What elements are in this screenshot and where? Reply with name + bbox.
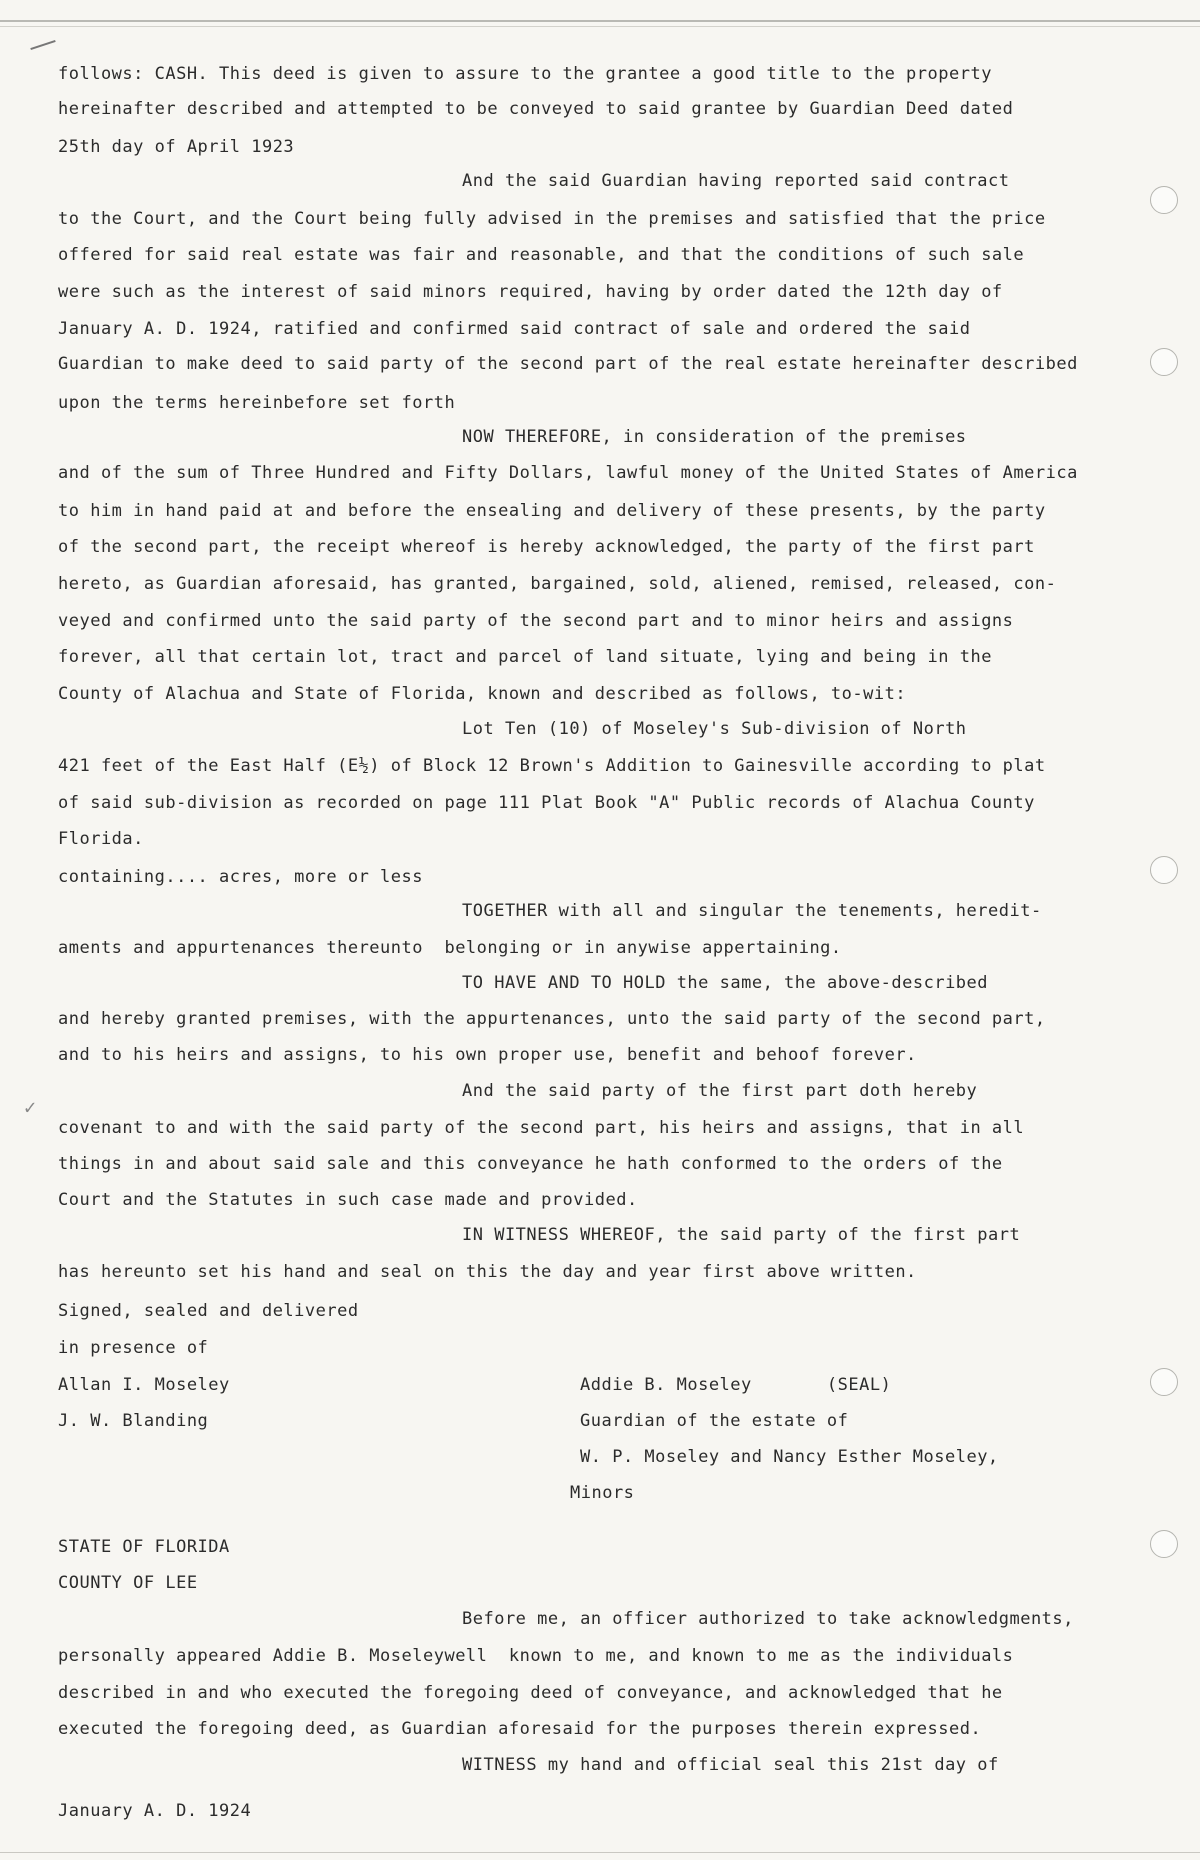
text-line: upon the terms hereinbefore set forth [58,393,456,413]
text-line: WITNESS my hand and official seal this 21st day of [462,1755,999,1775]
text-line: Court and the Statutes in such case made and provided. [58,1190,638,1210]
text-line: Before me, an officer authorized to take acknowledgments, [462,1609,1074,1629]
text-line: executed the foregoing deed, as Guardian aforesaid for the purposes therein expressed. [58,1719,982,1739]
punch-hole [1150,348,1178,376]
text-line: of said sub-division as recorded on page 111 Plat Book "A" Public records of Alachua County [58,793,1035,813]
signatory-name: Addie B. Moseley (SEAL) [580,1375,892,1395]
text-line: aments and appurtenances thereunto belonging or in anywise appertaining. [58,938,842,958]
text-line: January A. D. 1924 [58,1801,252,1821]
text-line: follows: CASH. This deed is given to assure to the grantee a good title to the property [58,64,992,84]
text-line: has hereunto set his hand and seal on this the day and year first above written. [58,1262,917,1282]
text-line: to him in hand paid at and before the ensealing and delivery of these presents, by the party [58,501,1046,521]
text-line: described in and who executed the foregoing deed of conveyance, and acknowledged that he [58,1683,1003,1703]
text-line: veyed and confirmed unto the said party of the second part and to minor heirs and assigns [58,611,1014,631]
witness-name: Allan I. Moseley [58,1375,230,1395]
text-line: TO HAVE AND TO HOLD the same, the above-described [462,973,989,993]
text-line: TOGETHER with all and singular the tenements, heredit- [462,901,1042,921]
text-line: Lot Ten (10) of Moseley's Sub-division of North [462,719,967,739]
text-line: forever, all that certain lot, tract and parcel of land situate, lying and being in the [58,647,992,667]
top-rule [0,20,1200,22]
text-line: and hereby granted premises, with the appurtenances, unto the said party of the second part, [58,1009,1046,1029]
text-line: covenant to and with the said party of the second part, his heirs and assigns, that in all [58,1118,1025,1138]
text-line: Florida. [58,829,144,849]
text-line: in presence of [58,1338,209,1358]
text-line: to the Court, and the Court being fully advised in the premises and satisfied that the price [58,209,1046,229]
text-line: containing.... acres, more or less [58,867,423,887]
text-line: Guardian to make deed to said party of the second part of the real estate hereinafter described [58,354,1078,374]
margin-check-mark: ✓ [24,1095,37,1119]
text-line: Signed, sealed and delivered [58,1301,359,1321]
text-line: of the second part, the receipt whereof is hereby acknowledged, the party of the first part [58,537,1035,557]
venue-state: STATE OF FLORIDA [58,1537,230,1557]
bottom-rule [0,1852,1200,1853]
text-line: 25th day of April 1923 [58,137,295,157]
text-line: offered for said real estate was fair and reasonable, and that the conditions of such sale [58,245,1025,265]
punch-hole [1150,856,1178,884]
text-line: and to his heirs and assigns, to his own proper use, benefit and behoof forever. [58,1045,917,1065]
venue-county: COUNTY OF LEE [58,1573,198,1593]
text-line: County of Alachua and State of Florida, known and described as follows, to-wit: [58,684,907,704]
text-line: IN WITNESS WHEREOF, the said party of the first part [462,1225,1021,1245]
text-line: NOW THEREFORE, in consideration of the premises [462,427,967,447]
punch-hole [1150,1368,1178,1396]
text-line: were such as the interest of said minors required, having by order dated the 12th day of [58,282,1003,302]
text-line: And the said Guardian having reported said contract [462,171,1010,191]
corner-pen-mark [30,40,55,50]
punch-hole [1150,1530,1178,1558]
text-line: personally appeared Addie B. Moseleywell known to me, and known to me as the individuals [58,1646,1014,1666]
punch-hole [1150,186,1178,214]
top-rule-secondary [0,26,1200,27]
signatory-wards: W. P. Moseley and Nancy Esther Moseley, [580,1447,999,1467]
text-line: things in and about said sale and this conveyance he hath conformed to the orders of the [58,1154,1003,1174]
text-line: hereto, as Guardian aforesaid, has granted, bargained, sold, aliened, remised, released, con- [58,574,1057,594]
witness-name: J. W. Blanding [58,1411,209,1431]
text-line: January A. D. 1924, ratified and confirmed said contract of sale and ordered the said [58,319,971,339]
signatory-title: Guardian of the estate of [580,1411,849,1431]
text-line: And the said party of the first part doth hereby [462,1081,978,1101]
text-line: 421 feet of the East Half (E½) of Block 12 Brown's Addition to Gainesville according to plat [58,756,1046,776]
signatory-wards-note: Minors [570,1483,635,1503]
text-line: and of the sum of Three Hundred and Fifty Dollars, lawful money of the United States of America [58,463,1078,483]
text-line: hereinafter described and attempted to be conveyed to said grantee by Guardian Deed dated [58,99,1014,119]
